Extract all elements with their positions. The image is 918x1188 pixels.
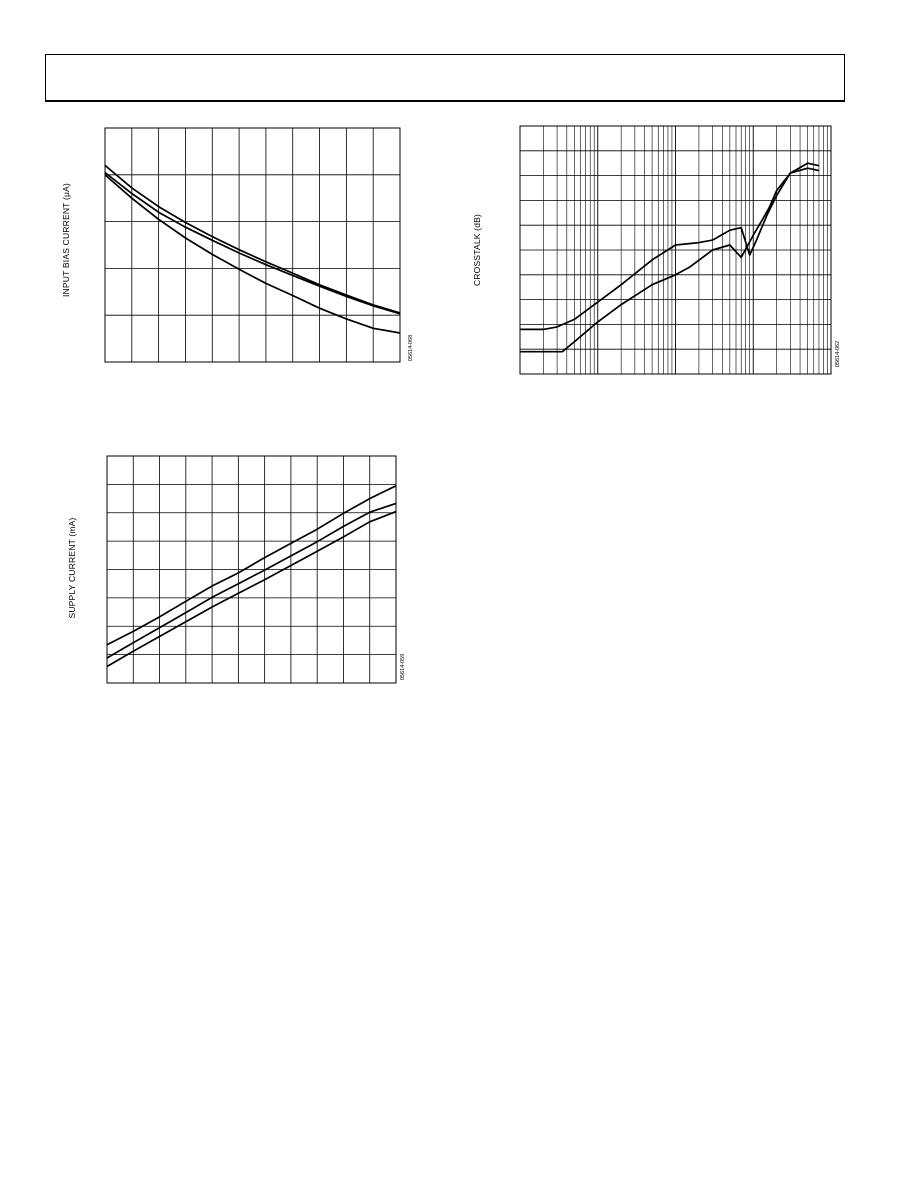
crosstalk-series-line-1 [520,163,819,329]
supply-series-line-1 [107,486,396,645]
supply-current-ylabel: SUPPLY CURRENT (mA) [67,517,77,619]
crosstalk-ylabel: CROSSTALK (dB) [472,213,482,287]
input-bias-figure-id: 05614-068 [408,334,414,362]
supply-current-plot [55,448,415,693]
bias-gridlines [105,128,400,362]
crosstalk-figure-id: 05614-062 [835,340,841,368]
crosstalk-plot [465,120,855,382]
bias-series-line-3 [105,175,400,333]
supply-gridlines [107,456,396,683]
supply-series-line-2 [107,503,396,658]
crosstalk-gridlines [520,126,831,374]
page-header-box [45,54,845,102]
supply-series-line-3 [107,512,396,667]
input-bias-current-chart [55,120,415,382]
crosstalk-chart [465,120,855,382]
supply-current-chart [55,448,415,693]
bias-series-line-2 [105,173,400,314]
input-bias-current-ylabel: INPUT BIAS CURRENT (μA) [61,182,71,298]
supply-figure-id: 05614-059 [400,653,406,681]
bias-plot-frame [105,128,400,362]
bias-series-line-1 [105,165,400,313]
input-bias-current-plot [55,120,415,382]
